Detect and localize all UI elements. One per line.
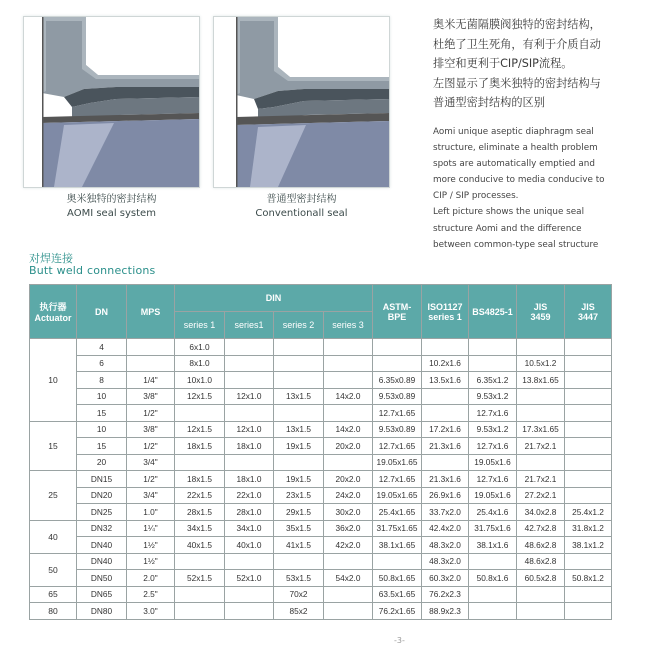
conventional-seal-caption-en: Conventionall seal bbox=[255, 208, 348, 219]
intro-cn-line: 普通型密封结构的区别 bbox=[433, 96, 545, 109]
table-cell: 4 bbox=[77, 339, 127, 356]
table-cell: 21.7x2.1 bbox=[517, 471, 565, 488]
table-cell bbox=[274, 355, 324, 372]
table-row bbox=[30, 537, 612, 554]
table-row bbox=[30, 388, 612, 405]
table-cell: 21.3x1.6 bbox=[422, 471, 469, 488]
table-row bbox=[30, 553, 612, 570]
intro-cn-line: 杜绝了卫生死角，有利于介质自动 bbox=[433, 37, 601, 51]
intro-cn-line: 排空和更利于CIP/SIP流程。 bbox=[433, 57, 573, 70]
table-cell bbox=[225, 603, 274, 620]
table-cell: 19.05x1.65 bbox=[373, 454, 422, 471]
aomi-seal-caption-cn: 奥米独特的密封结构 bbox=[66, 194, 157, 205]
table-cell: 1½" bbox=[127, 537, 175, 554]
intro-chinese bbox=[433, 15, 638, 113]
table-cell bbox=[422, 388, 469, 405]
table-cell: 28x1.5 bbox=[175, 504, 225, 521]
table-cell: 63.5x1.65 bbox=[373, 586, 422, 603]
intro-cn-line: 奥米无菌隔膜阀独特的密封结构， bbox=[433, 18, 601, 31]
table-cell bbox=[225, 405, 274, 422]
table-row bbox=[30, 487, 612, 504]
table-cell: 6 bbox=[77, 355, 127, 372]
actuator-cell: 15 bbox=[30, 421, 77, 471]
table-cell: DN65 bbox=[77, 586, 127, 603]
table-cell bbox=[324, 339, 373, 356]
table-cell: 52x1.5 bbox=[175, 570, 225, 587]
table-cell: 31.8x1.2 bbox=[565, 520, 612, 537]
table-cell bbox=[517, 454, 565, 471]
table-cell: 8 bbox=[77, 372, 127, 389]
table-cell bbox=[324, 355, 373, 372]
table-cell: 24x2.0 bbox=[324, 487, 373, 504]
table-cell: 42x2.0 bbox=[324, 537, 373, 554]
table-cell: 50.8x1.2 bbox=[565, 570, 612, 587]
table-cell: 12x1.5 bbox=[175, 388, 225, 405]
table-cell: 48.3x2.0 bbox=[422, 553, 469, 570]
table-cell bbox=[373, 339, 422, 356]
table-cell: 6.35x0.89 bbox=[373, 372, 422, 389]
table-cell: 54x2.0 bbox=[324, 570, 373, 587]
table-cell: 50.8x1.65 bbox=[373, 570, 422, 587]
table-cell: 13.5x1.6 bbox=[422, 372, 469, 389]
table-row bbox=[30, 570, 612, 587]
table-cell bbox=[565, 355, 612, 372]
table-cell: 20x2.0 bbox=[324, 471, 373, 488]
table-cell: 10.2x1.6 bbox=[422, 355, 469, 372]
table-cell bbox=[565, 487, 612, 504]
intro-english bbox=[433, 124, 633, 253]
table-row bbox=[30, 520, 612, 537]
table-cell: 9.53x0.89 bbox=[373, 388, 422, 405]
table-cell: 12.7x1.65 bbox=[373, 405, 422, 422]
table-cell bbox=[565, 339, 612, 356]
table-row bbox=[30, 504, 612, 521]
table-cell bbox=[469, 339, 517, 356]
table-cell: 48.6x2.8 bbox=[517, 537, 565, 554]
table-cell: 40x1.0 bbox=[225, 537, 274, 554]
table-cell bbox=[517, 586, 565, 603]
table-row bbox=[30, 339, 612, 356]
table-body bbox=[30, 339, 612, 620]
table-cell: 40x1.5 bbox=[175, 537, 225, 554]
aomi-seal-figure bbox=[23, 16, 200, 188]
table-cell bbox=[175, 553, 225, 570]
table-cell bbox=[422, 339, 469, 356]
table-cell bbox=[274, 454, 324, 471]
actuator-cell: 10 bbox=[30, 339, 77, 422]
section-title-cn: 对焊连接 bbox=[29, 252, 73, 265]
table-cell bbox=[469, 586, 517, 603]
table-cell: 33.7x2.0 bbox=[422, 504, 469, 521]
table-cell: 1.0" bbox=[127, 504, 175, 521]
header-actuator bbox=[30, 285, 77, 339]
table-cell bbox=[274, 405, 324, 422]
table-cell: 1¼" bbox=[127, 520, 175, 537]
aomi-seal-caption bbox=[23, 193, 200, 221]
header-jis3459-line1: JIS bbox=[533, 301, 548, 312]
table-cell bbox=[565, 471, 612, 488]
table-cell: 25.4x1.6 bbox=[469, 504, 517, 521]
table-cell: 12x1.5 bbox=[175, 421, 225, 438]
table-cell: 70x2 bbox=[274, 586, 324, 603]
table-cell: 1/4" bbox=[127, 372, 175, 389]
table-cell bbox=[274, 339, 324, 356]
table-cell: 18x1.5 bbox=[175, 438, 225, 455]
table-cell bbox=[225, 372, 274, 389]
table-cell bbox=[469, 603, 517, 620]
table-cell: 18x1.0 bbox=[225, 438, 274, 455]
table-cell: 36x2.0 bbox=[324, 520, 373, 537]
table-cell: 27.2x2.1 bbox=[517, 487, 565, 504]
table-cell: 18x1.0 bbox=[225, 471, 274, 488]
table-cell bbox=[175, 586, 225, 603]
table-cell: 25.4x1.2 bbox=[565, 504, 612, 521]
table-cell: 10x1.0 bbox=[175, 372, 225, 389]
intro-en-line: Aomi unique aseptic diaphragm seal bbox=[433, 127, 594, 137]
table-cell: 22x1.5 bbox=[175, 487, 225, 504]
header-actuator-en: Actuator bbox=[34, 313, 72, 323]
table-cell: 8x1.0 bbox=[175, 355, 225, 372]
table-cell: 38.1x1.65 bbox=[373, 537, 422, 554]
table-cell: 14x2.0 bbox=[324, 388, 373, 405]
table-cell: 85x2 bbox=[274, 603, 324, 620]
table-cell bbox=[565, 603, 612, 620]
table-cell: 26.9x1.6 bbox=[422, 487, 469, 504]
table-cell: 10.5x1.2 bbox=[517, 355, 565, 372]
intro-en-line: structure, eliminate a health problem bbox=[433, 143, 598, 154]
table-cell: DN25 bbox=[77, 504, 127, 521]
butt-weld-table bbox=[29, 284, 612, 620]
table-cell bbox=[565, 586, 612, 603]
intro-en-line: structure Aomi and the difference bbox=[433, 223, 582, 234]
table-cell: 2.0" bbox=[127, 570, 175, 587]
table-cell bbox=[373, 355, 422, 372]
table-cell: 60.3x2.0 bbox=[422, 570, 469, 587]
table-cell bbox=[422, 454, 469, 471]
table-cell: 12.7x1.6 bbox=[469, 405, 517, 422]
table-cell bbox=[565, 454, 612, 471]
table-cell bbox=[175, 603, 225, 620]
table-cell bbox=[225, 355, 274, 372]
table-cell: 12.7x1.65 bbox=[373, 471, 422, 488]
table-cell: 34x1.0 bbox=[225, 520, 274, 537]
header-bs: BS4825-1 bbox=[469, 285, 517, 339]
table-cell: 18x1.5 bbox=[175, 471, 225, 488]
table-cell bbox=[225, 586, 274, 603]
table-cell: 10 bbox=[77, 388, 127, 405]
table-row bbox=[30, 405, 612, 422]
table-cell: 17.2x1.6 bbox=[422, 421, 469, 438]
table-cell bbox=[517, 405, 565, 422]
table-cell: 3/8" bbox=[127, 388, 175, 405]
header-astm bbox=[373, 285, 422, 339]
table-cell bbox=[422, 405, 469, 422]
table-cell bbox=[274, 372, 324, 389]
table-cell: 31.75x1.65 bbox=[373, 520, 422, 537]
table-cell bbox=[469, 355, 517, 372]
table-cell: 19.05x1.6 bbox=[469, 487, 517, 504]
intro-en-line: CIP / SIP processes. bbox=[433, 191, 519, 202]
table-cell: 17.3x1.65 bbox=[517, 421, 565, 438]
table-cell: DN15 bbox=[77, 471, 127, 488]
intro-cn-line: 左图显示了奥米独特的密封结构与 bbox=[433, 76, 601, 90]
conventional-seal-drawing bbox=[214, 17, 389, 187]
table-cell: 15 bbox=[77, 438, 127, 455]
table-cell: 10 bbox=[77, 421, 127, 438]
conventional-seal-caption bbox=[213, 193, 390, 221]
header-jis3459 bbox=[517, 285, 565, 339]
table-row bbox=[30, 421, 612, 438]
header-jis3447-line2: 3447 bbox=[577, 311, 599, 322]
table-cell: 21.7x2.1 bbox=[517, 438, 565, 455]
table-cell: 13x1.5 bbox=[274, 421, 324, 438]
table-cell bbox=[274, 553, 324, 570]
intro-en-line: between common-type seal structure bbox=[433, 239, 599, 250]
table-cell: 3/8" bbox=[127, 421, 175, 438]
table-cell: 23x1.5 bbox=[274, 487, 324, 504]
table-cell: 9.53x1.2 bbox=[469, 421, 517, 438]
actuator-cell: 80 bbox=[30, 603, 77, 620]
table-cell: 20x2.0 bbox=[324, 438, 373, 455]
table-cell: 42.7x2.8 bbox=[517, 520, 565, 537]
table-cell: 28x1.0 bbox=[225, 504, 274, 521]
table-cell: 20 bbox=[77, 454, 127, 471]
table-cell: 9.53x1.2 bbox=[469, 388, 517, 405]
actuator-cell: 50 bbox=[30, 553, 77, 586]
intro-en-line: spots are automatically emptied and bbox=[433, 159, 595, 170]
header-jis3459-line2: 3459 bbox=[530, 311, 551, 322]
table-cell bbox=[324, 454, 373, 471]
table-row bbox=[30, 454, 612, 471]
header-iso-line1: ISO1127 bbox=[427, 301, 463, 312]
table-cell: 15 bbox=[77, 405, 127, 422]
table-cell bbox=[565, 388, 612, 405]
table-cell: 6x1.0 bbox=[175, 339, 225, 356]
actuator-cell: 40 bbox=[30, 520, 77, 553]
table-cell: 13x1.5 bbox=[274, 388, 324, 405]
table-row bbox=[30, 355, 612, 372]
table-cell bbox=[517, 603, 565, 620]
table-cell bbox=[324, 603, 373, 620]
table-cell bbox=[565, 438, 612, 455]
table-cell: DN32 bbox=[77, 520, 127, 537]
table-cell: 1½" bbox=[127, 553, 175, 570]
table-cell bbox=[225, 454, 274, 471]
table-cell: 6.35x1.2 bbox=[469, 372, 517, 389]
header-actuator-cn: 执行器 bbox=[39, 302, 67, 312]
table-cell: 34x1.5 bbox=[175, 520, 225, 537]
table-cell: 60.5x2.8 bbox=[517, 570, 565, 587]
table-cell: 52x1.0 bbox=[225, 570, 274, 587]
table-cell: 19x1.5 bbox=[274, 438, 324, 455]
table-cell: 2.5" bbox=[127, 586, 175, 603]
table-cell: 38.1x1.2 bbox=[565, 537, 612, 554]
header-astm-line1: ASTM- bbox=[382, 301, 412, 312]
table-cell: 31.75x1.6 bbox=[469, 520, 517, 537]
header-dn: DN bbox=[77, 285, 127, 339]
table-cell: DN40 bbox=[77, 537, 127, 554]
table-cell: 38.1x1.6 bbox=[469, 537, 517, 554]
table-cell bbox=[127, 355, 175, 372]
table-cell: 29x1.5 bbox=[274, 504, 324, 521]
table-cell: 14x2.0 bbox=[324, 421, 373, 438]
table-cell bbox=[373, 553, 422, 570]
table-cell bbox=[324, 553, 373, 570]
table-cell: DN20 bbox=[77, 487, 127, 504]
table-cell bbox=[175, 454, 225, 471]
table-row bbox=[30, 438, 612, 455]
table-cell: 12.7x1.6 bbox=[469, 438, 517, 455]
table-cell: 1/2" bbox=[127, 438, 175, 455]
table-cell: 48.6x2.8 bbox=[517, 553, 565, 570]
table-cell: 48.3x2.0 bbox=[422, 537, 469, 554]
table-cell: 1/2" bbox=[127, 405, 175, 422]
table-cell bbox=[565, 421, 612, 438]
table-cell bbox=[517, 388, 565, 405]
table-cell: 19.05x1.65 bbox=[373, 487, 422, 504]
table-cell bbox=[324, 405, 373, 422]
table-cell bbox=[175, 405, 225, 422]
header-astm-line2: BPE bbox=[387, 311, 407, 322]
table-cell bbox=[469, 553, 517, 570]
table-cell: 76.2x2.3 bbox=[422, 586, 469, 603]
section-title-en: Butt weld connections bbox=[29, 264, 156, 277]
table-cell: 41x1.5 bbox=[274, 537, 324, 554]
table-cell: 9.53x0.89 bbox=[373, 421, 422, 438]
header-iso-line2: series 1 bbox=[428, 311, 462, 322]
actuator-cell: 65 bbox=[30, 586, 77, 603]
table-cell: 13.8x1.65 bbox=[517, 372, 565, 389]
table-cell: DN80 bbox=[77, 603, 127, 620]
table-row bbox=[30, 603, 612, 620]
table-cell: 12x1.0 bbox=[225, 388, 274, 405]
header-mps: MPS bbox=[127, 285, 175, 339]
table-cell: 30x2.0 bbox=[324, 504, 373, 521]
table-cell: DN50 bbox=[77, 570, 127, 587]
table-cell: 42.4x2.0 bbox=[422, 520, 469, 537]
table-cell: 76.2x1.65 bbox=[373, 603, 422, 620]
table-row bbox=[30, 471, 612, 488]
table-cell: 53x1.5 bbox=[274, 570, 324, 587]
table-cell bbox=[565, 553, 612, 570]
header-din-series: series 3 bbox=[324, 312, 373, 339]
table-row bbox=[30, 586, 612, 603]
conventional-seal-figure bbox=[213, 16, 390, 188]
header-din-series: series 2 bbox=[274, 312, 324, 339]
page-number: -3- bbox=[394, 636, 405, 645]
table-cell: 35x1.5 bbox=[274, 520, 324, 537]
table-cell: 88.9x2.3 bbox=[422, 603, 469, 620]
table-cell: 12x1.0 bbox=[225, 421, 274, 438]
table-cell: 12.7x1.6 bbox=[469, 471, 517, 488]
table-cell bbox=[565, 405, 612, 422]
table-cell: 22x1.0 bbox=[225, 487, 274, 504]
table-cell bbox=[225, 339, 274, 356]
table-cell: 19.05x1.6 bbox=[469, 454, 517, 471]
table-row bbox=[30, 372, 612, 389]
table-cell: 50.8x1.6 bbox=[469, 570, 517, 587]
table-cell: DN40 bbox=[77, 553, 127, 570]
table-cell bbox=[565, 372, 612, 389]
table-cell bbox=[324, 372, 373, 389]
table-cell: 25.4x1.65 bbox=[373, 504, 422, 521]
conventional-seal-caption-cn: 普通型密封结构 bbox=[266, 194, 337, 205]
table-cell: 12.7x1.65 bbox=[373, 438, 422, 455]
table-cell: 3/4" bbox=[127, 487, 175, 504]
table-cell bbox=[324, 586, 373, 603]
table-cell: 21.3x1.6 bbox=[422, 438, 469, 455]
table-cell: 34.0x2.8 bbox=[517, 504, 565, 521]
header-jis3447 bbox=[565, 285, 612, 339]
table-cell: 1/2" bbox=[127, 471, 175, 488]
table-cell: 3/4" bbox=[127, 454, 175, 471]
table-cell: 3.0" bbox=[127, 603, 175, 620]
table-cell bbox=[225, 553, 274, 570]
aomi-seal-drawing bbox=[24, 17, 199, 187]
table-cell bbox=[517, 339, 565, 356]
actuator-cell: 25 bbox=[30, 471, 77, 521]
table-cell: 19x1.5 bbox=[274, 471, 324, 488]
header-iso bbox=[422, 285, 469, 339]
header-din: DIN bbox=[175, 285, 373, 312]
intro-en-line: Left picture shows the unique seal bbox=[433, 207, 585, 218]
header-din-series: series 1 bbox=[175, 312, 225, 339]
header-din-series: series1 bbox=[225, 312, 274, 339]
aomi-seal-caption-en: AOMI seal system bbox=[67, 208, 156, 219]
table-cell bbox=[127, 339, 175, 356]
intro-en-line: more conducive to media conducive to bbox=[433, 175, 605, 186]
header-jis3447-line1: JIS bbox=[581, 301, 595, 312]
